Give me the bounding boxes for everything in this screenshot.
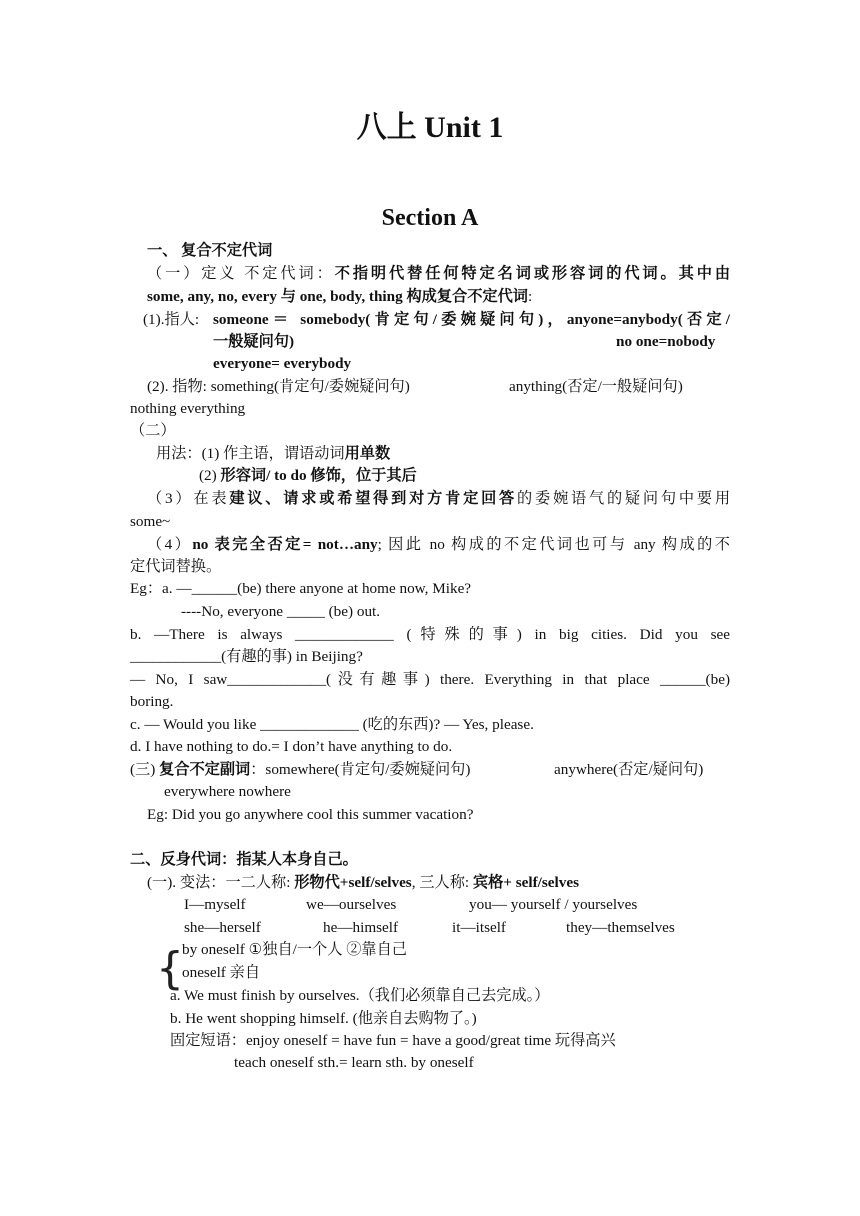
- things-line-a: (2). 指物: something(肯定句/委婉疑问句): [147, 378, 410, 395]
- usage-emphasis-2: 形容词/ to do 修饰，位于其后: [220, 467, 417, 484]
- example-a-1: Eg：a. —______(be) there anyone at home now, Mike?: [130, 580, 472, 597]
- reflexive-row2-col2: he—himself: [323, 919, 399, 936]
- u3-a: （3）在表: [147, 490, 230, 507]
- adv-b: 复合不定副词: [159, 761, 251, 778]
- reflexive-example-b: b. He went shopping himself. (他亲自去购物了。): [170, 1010, 477, 1027]
- persons-line-1: someone＝ somebody(肯定句/委婉疑问句)，anyone=anybody(否定/: [213, 311, 730, 328]
- adverbs-anywhere: anywhere(否定/疑问句): [554, 761, 704, 778]
- persons-no-one: no one=nobody: [616, 333, 716, 350]
- adverbs-line-2: everywhere nowhere: [164, 783, 291, 800]
- usage-text: 用法：(1) 作主语，谓语动词: [156, 445, 345, 462]
- page-title: 八上 Unit 1: [356, 111, 504, 144]
- colon: :: [527, 288, 533, 305]
- things-line-c: nothing everything: [130, 400, 246, 417]
- reflexive-row2-col3: it—itself: [452, 919, 506, 936]
- u3-b: 建议、请求或希望得到对方肯定回答: [229, 490, 518, 507]
- reflexive-row2-col1: she—herself: [184, 919, 261, 936]
- v-a: (一). 变法：一二人称:: [147, 874, 295, 891]
- subsection-two: （二）: [130, 422, 176, 439]
- usage-emphasis: 用单数: [344, 445, 391, 462]
- things-line-b: anything(否定/一般疑问句): [509, 378, 683, 395]
- adverbs-line-1: [130, 759, 470, 781]
- by-oneself: by oneself ①独自/一个人 ②靠自己: [182, 941, 407, 958]
- fixed-phrase-teach: teach oneself sth.= learn sth. by oneself: [234, 1054, 474, 1071]
- usage-4-line-1: [147, 534, 730, 556]
- usage-3-line-1: [147, 488, 730, 510]
- heading-reflexive-pronouns: [130, 849, 358, 871]
- usage-4-line-2: 定代词替换。: [130, 558, 222, 575]
- example-b-2: ____________(有趣的事) in Beijing?: [130, 648, 363, 665]
- adv-a: (三): [130, 761, 160, 778]
- u3-c: 的委婉语气的疑问句中要用: [517, 490, 731, 507]
- reflexive-title: 二、反身代词: [130, 851, 222, 868]
- heading-compound-indefinite-pronouns: 一、 复合不定代词: [147, 242, 273, 259]
- example-b-1: b. —There is always _____________ (特殊的事) in big cities. Did you see: [130, 626, 730, 643]
- definition-text-2: some, any, no, every 与 one, body, thing 构成复合不定代词: [147, 288, 528, 305]
- reflexive-row1-col1: I—myself: [184, 896, 246, 913]
- definition-line-2: [147, 286, 532, 308]
- persons-everyone: everyone= everybody: [213, 355, 352, 372]
- reflexive-row2-col4: they—themselves: [566, 919, 675, 936]
- persons-label: (1).指人:: [143, 311, 200, 328]
- example-a-2: ----No, everyone _____ (be) out.: [181, 603, 381, 620]
- u4-a: （4）: [147, 536, 193, 553]
- u4-c: ; 因此 no 构成的不定代词也可与 any 构成的不: [377, 536, 730, 553]
- reflexive-desc: ：指某人本身自己。: [221, 851, 358, 868]
- definition-label: （一）定义 不定代词：: [147, 265, 335, 282]
- definition-text: 不指明代替任何特定名词或形容词的代词。其中由: [334, 265, 731, 282]
- v-c: , 三人称:: [411, 874, 473, 891]
- example-c: c. — Would you like _____________ (吃的东西)? — Yes, please.: [130, 716, 534, 733]
- usage-3-line-2: some~: [130, 513, 171, 530]
- fixed-phrases: 固定短语：enjoy oneself = have fun = have a good/great time 玩得高兴: [170, 1032, 616, 1049]
- reflexive-row1-col2: we—ourselves: [306, 896, 397, 913]
- adv-c: ：somewhere(肯定句/委婉疑问句): [250, 761, 471, 778]
- reflexive-row1-col3: you— yourself / yourselves: [469, 896, 638, 913]
- usage-line-1: [156, 443, 390, 465]
- v-b: 形物代+self/selves: [294, 874, 412, 891]
- u4-b: no 表完全否定= not…any: [192, 536, 378, 553]
- adverbs-example: Eg: Did you go anywhere cool this summer vacation?: [147, 806, 474, 823]
- reflexive-rule: [147, 872, 579, 894]
- curly-brace: {: [156, 943, 184, 994]
- example-b-3: — No, I saw_____________(没有趣事) there. Everything in that place ______(be): [130, 671, 730, 688]
- example-b-4: boring.: [130, 693, 174, 710]
- v-d: 宾格+ self/selves: [472, 874, 579, 891]
- reflexive-example-a: a. We must finish by ourselves.（我们必须靠自己去完成。）: [170, 987, 550, 1004]
- section-heading: Section A: [381, 205, 479, 231]
- example-d: d. I have nothing to do.= I don’t have anything to do.: [130, 738, 453, 755]
- definition-line-1: [147, 263, 730, 285]
- usage-number: (2): [199, 467, 221, 484]
- persons-line-2: 一般疑问句): [213, 333, 294, 350]
- oneself: oneself 亲自: [182, 964, 261, 981]
- usage-line-2: [199, 465, 417, 487]
